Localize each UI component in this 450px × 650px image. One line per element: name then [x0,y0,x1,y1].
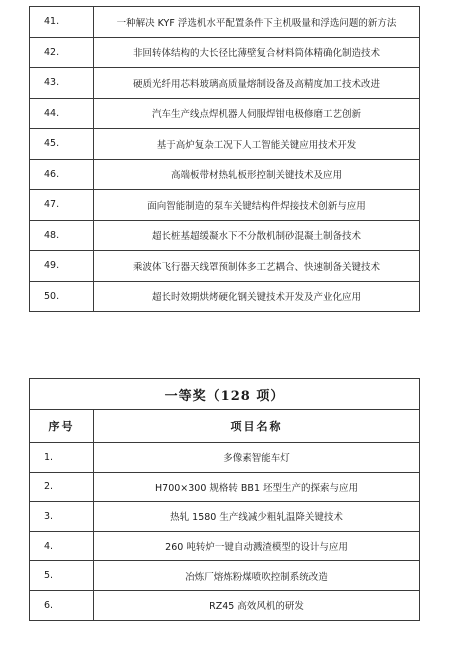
row-number: 47. [30,190,94,221]
project-name: 汽车生产线点焊机器人伺服焊钳电极修磨工艺创新 [94,98,420,129]
top-table-body [30,7,420,312]
row-number: 50. [30,281,94,312]
table-row [30,561,420,591]
row-number: 43. [30,68,94,99]
row-number: 6. [30,590,94,620]
project-name: 基于高炉复杂工况下人工智能关键应用技术开发 [94,129,420,160]
table-title-row [30,379,420,410]
project-name: 超长时效期烘烤硬化钢关键技术开发及产业化应用 [94,281,420,312]
table-title: 一等奖（128 项） [30,379,420,410]
table-row [30,98,420,129]
project-name: H700×300 规格转 BB1 坯型生产的探索与应用 [94,472,420,502]
table-row [30,190,420,221]
row-number: 42. [30,37,94,68]
project-name: RZ45 高效风机的研发 [94,590,420,620]
row-number: 48. [30,220,94,251]
table-row [30,220,420,251]
table-header-row [30,410,420,443]
project-name: 硬质光纤用芯料玻璃高质量熔制设备及高精度加工技术改进 [94,68,420,99]
row-number: 49. [30,251,94,282]
table-row [30,37,420,68]
project-name: 高端板带材热轧板形控制关键技术及应用 [94,159,420,190]
project-name: 非回转体结构的大长径比薄壁复合材料筒体精确化制造技术 [94,37,420,68]
row-number: 44. [30,98,94,129]
project-name: 超长桩基超缓凝水下不分散机制砂混凝土制备技术 [94,220,420,251]
bottom-table-body [30,379,420,621]
project-name: 面向智能制造的泵车关键结构件焊接技术创新与应用 [94,190,420,221]
table-row [30,472,420,502]
table-row [30,502,420,532]
row-number: 1. [30,443,94,473]
row-number: 2. [30,472,94,502]
first-prize-table [29,378,420,621]
award-table-continued [29,6,420,312]
table-row [30,281,420,312]
project-name: 一种解决 KYF 浮选机水平配置条件下主机吸量和浮选问题的新方法 [94,7,420,38]
column-header-project-name: 项目名称 [94,410,420,443]
project-name: 热轧 1580 生产线减少粗轧温降关键技术 [94,502,420,532]
table-row [30,443,420,473]
table-row [30,590,420,620]
project-name: 乘波体飞行器天线罩预制体多工艺耦合、快速制备关键技术 [94,251,420,282]
table-row [30,531,420,561]
row-number: 46. [30,159,94,190]
project-name: 多像素智能车灯 [94,443,420,473]
column-header-number: 序号 [30,410,94,443]
table-row [30,251,420,282]
row-number: 5. [30,561,94,591]
table-row [30,159,420,190]
row-number: 4. [30,531,94,561]
row-number: 45. [30,129,94,160]
project-name: 260 吨转炉一键自动溅渣模型的设计与应用 [94,531,420,561]
table-row [30,68,420,99]
row-number: 41. [30,7,94,38]
table-row [30,7,420,38]
project-name: 冶炼厂熔炼粉煤喷吹控制系统改造 [94,561,420,591]
row-number: 3. [30,502,94,532]
table-row [30,129,420,160]
